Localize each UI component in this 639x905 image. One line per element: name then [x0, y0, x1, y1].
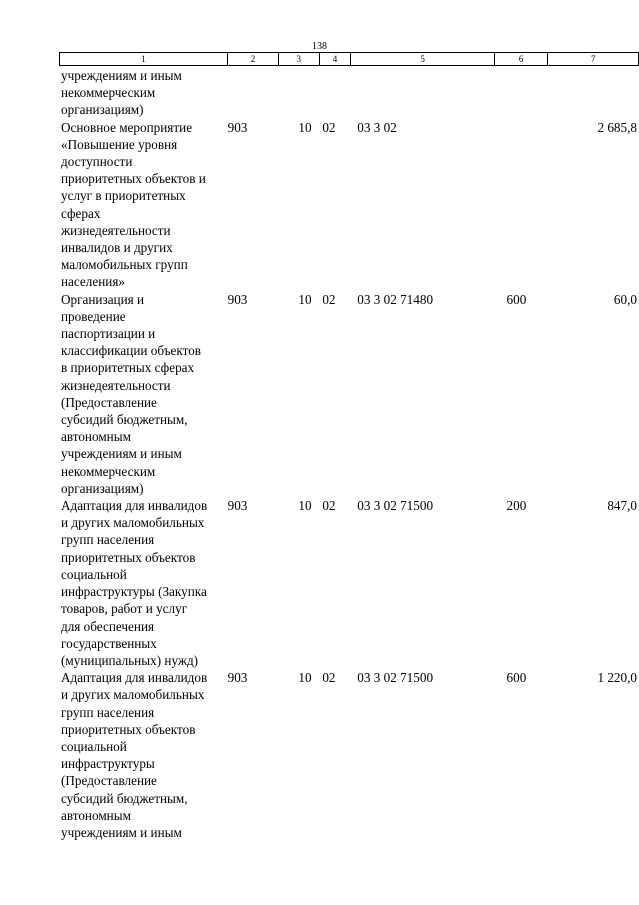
row-name: учреждениям и иным некоммерческим организациям)	[61, 68, 182, 118]
column-header-2: 2	[228, 53, 279, 66]
row-section: 10	[298, 119, 312, 135]
row-expense-type	[495, 119, 549, 291]
row-admin-code: 903	[227, 291, 248, 307]
row-name: Адаптация для инвалидов и других маломобильных групп населения приоритетных объектов социальной инфраструктуры (Закупка товаров, работ и услуг для обеспечения государственных (муниципальных) нужд)	[61, 498, 208, 668]
row-expense-type: 200	[506, 498, 527, 514]
row-subsection: 02	[322, 498, 336, 514]
table-row	[59, 669, 639, 841]
row-subsection: 02	[322, 119, 336, 135]
column-header-7: 7	[548, 53, 639, 66]
row-target-item: 03 3 02	[357, 119, 397, 135]
row-section: 10	[298, 498, 312, 514]
row-subsection: 02	[322, 291, 336, 307]
table-row	[59, 67, 639, 119]
row-admin-code: 903	[227, 498, 248, 514]
row-section	[278, 67, 319, 119]
row-expense-type: 600	[506, 670, 527, 686]
row-admin-code: 903	[227, 119, 248, 135]
row-name: Основное мероприятие «Повышение уровня доступности приоритетных объектов и услуг в приоритетных сферах жизнедеятельности инвалидов и других маломобильных групп населения»	[61, 119, 206, 290]
row-section: 10	[298, 291, 312, 307]
column-header-4: 4	[319, 53, 351, 66]
row-name: Адаптация для инвалидов и других маломобильных групп населения приоритетных объектов социальной инфраструктуры (Предоставление субсидий бюджетным, автономным учреждениям и иным	[61, 670, 208, 840]
row-section: 10	[298, 670, 312, 686]
table-row	[59, 119, 639, 291]
row-amount: 847,0	[607, 498, 637, 514]
row-amount	[548, 67, 639, 119]
row-name: Организация и проведение паспортизации и классификации объектов в приоритетных сферах жизнедеятельности (Предоставление субсидий бюджетным, автономным учреждениям и иным некоммерческим организациям)	[61, 291, 202, 496]
row-target-item: 03 3 02 71500	[357, 498, 434, 514]
column-header-row	[59, 52, 639, 66]
column-header-6: 6	[494, 53, 548, 66]
row-amount: 60,0	[613, 291, 637, 307]
budget-table	[59, 67, 639, 841]
row-amount: 1 220,0	[597, 670, 637, 686]
row-expense-type	[495, 67, 549, 119]
table-row	[59, 291, 639, 497]
row-amount: 2 685,8	[597, 119, 637, 135]
column-header-5: 5	[351, 53, 494, 66]
row-admin-code	[228, 67, 279, 119]
row-target-item: 03 3 02 71500	[357, 670, 434, 686]
column-header-3: 3	[278, 53, 319, 66]
column-header-1: 1	[60, 53, 228, 66]
row-target-item	[351, 67, 494, 119]
row-admin-code: 903	[227, 670, 248, 686]
table-row	[59, 497, 639, 669]
row-subsection: 02	[322, 670, 336, 686]
page-number: 138	[312, 41, 327, 52]
row-subsection	[319, 67, 351, 119]
row-expense-type: 600	[506, 291, 527, 307]
row-target-item: 03 3 02 71480	[357, 291, 434, 307]
